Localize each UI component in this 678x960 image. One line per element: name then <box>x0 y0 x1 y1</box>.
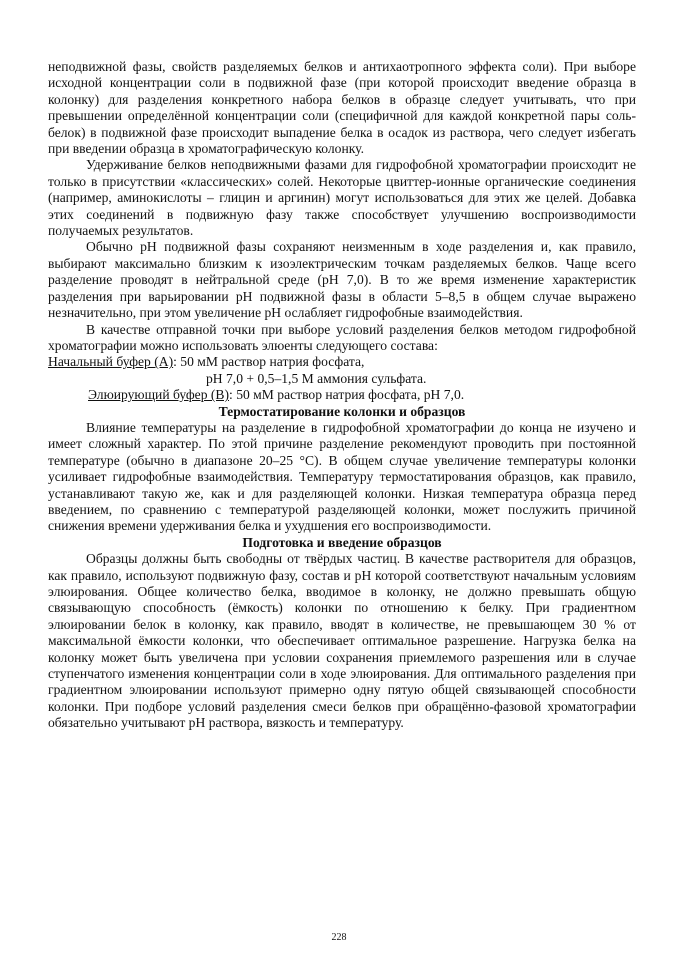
paragraph-zwitterionic: Удерживание белков неподвижными фазами для гидрофобной хроматографии происходит не только в присутствии «классических» солей. Некоторые цвиттер-ионные органические соединения (например, аминокислоты – глицин и аргинин) могут использоваться для этих же целей. Добавка этих соединений в подвижную фазу также способствует улучшению воспроизводимости получаемых результатов. <box>48 157 636 239</box>
paragraph-samples: Образцы должны быть свободны от твёрдых частиц. В качестве растворителя для образцов, как правило, используют подвижную фазу, состав и pH которой соответствуют начальным условиям элюирования. Общее количество белка, вводимое в колонку, не должно превышать общую связывающую способность (ёмкость) колонки по отношению к белку. При градиентном элюировании белок в колонку, как правило, вводят в количестве, не превышающем 30 % от максимальной ёмкости колонки, что обеспечивает оптимальное разрешение. Нагрузка белка на колонку может быть увеличена при условии сохранения приемлемого разрешения или в случае ступенчатого изменения концентрации соли в ходе элюирования. Для оптимального разделения при градиентном элюировании используют примерно одну пятую общей связывающей способности колонки. При подборе условий разделения смеси белков при обращённо-фазовой хроматографии обязательно учитывают pH раствора, вязкость и температуру. <box>48 551 636 731</box>
heading-thermostating: Термостатирование колонки и образцов <box>218 403 466 419</box>
heading-sample-prep: Подготовка и введение образцов <box>242 534 442 550</box>
buffer-b-label: Элюирующий буфер (В) <box>88 387 230 403</box>
buffer-b-text: : 50 мМ раствор натрия фосфата, pH 7,0. <box>229 387 465 403</box>
buffer-a-continuation: pH 7,0 + 0,5–1,5 М аммония сульфата. <box>206 370 427 386</box>
buffer-a-label: Начальный буфер (А) <box>48 354 174 370</box>
page-body <box>48 59 636 732</box>
buffer-b-line <box>48 387 636 403</box>
paragraph-eluents-intro: В качестве отправной точки при выборе условий разделения белков методом гидрофобной хроматографии можно использовать элюенты следующего состава: <box>48 321 636 353</box>
paragraph-ph: Обычно pH подвижной фазы сохраняют неизменным в ходе разделения и, как правило, выбирают максимально близким к изоэлектрическим точкам разделяемых белков. Чаще всего разделение проводят в нейтральной среде (pH 7,0). В то же время изменение характеристик разделения при варьировании pH подвижной фазы в области 5–8,5 в общем случае выражено незначительно, при этом увеличение pH ослабляет гидрофобные взаимодействия. <box>48 239 636 321</box>
paragraph-temperature: Влияние температуры на разделение в гидрофобной хроматографии до конца не изучено и имеет сложный характер. По этой причине разделение рекомендуют проводить при постоянной температуре (обычно в диапазоне 20–25 °C). В общем случае увеличение температуры колонки усиливает гидрофобные взаимодействия. Температуру термостатирования образцов, как правило, устанавливают такую же, как и для разделяющей колонки. Низкая температура образца перед введением, по сравнению с температурой разделяющей колонки, может послужить причиной снижения времени удерживания белка и ухудшения его воспроизводимости. <box>48 419 636 534</box>
page-number: 228 <box>331 932 347 943</box>
paragraph-salt-concentration: неподвижной фазы, свойств разделяемых белков и антихаотропного эффекта соли). При выборе исходной концентрации соли в подвижной фазе (при которой происходит введение образца в колонку) для разделения конкретного набора белков в образце следует учитывать, что при превышении определённой концентрации соли (специфичной для каждой конкретной пары соль-белок) в подвижной фазе происходит выпадение белка в осадок из раствора, чего следует избегать при введении образца в хроматографическую колонку. <box>48 59 636 157</box>
buffer-a-line <box>48 354 636 370</box>
buffer-a-text: : 50 мМ раствор натрия фосфата, <box>173 354 365 370</box>
